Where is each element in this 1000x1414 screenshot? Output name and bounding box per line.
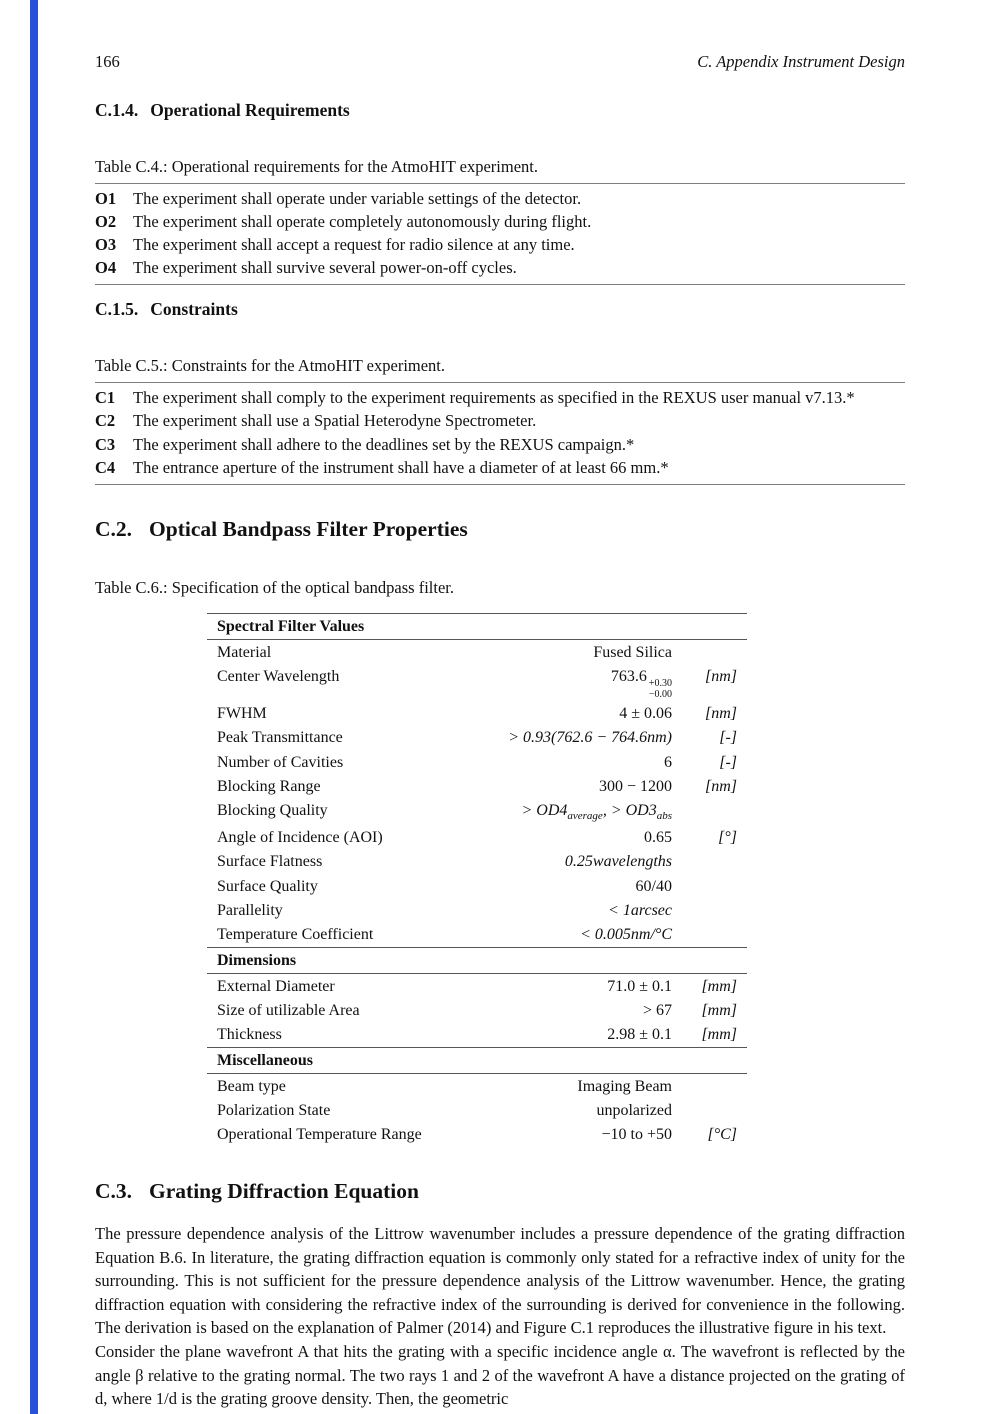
spec-label: External Diameter xyxy=(217,977,335,995)
section-title: Grating Diffraction Equation xyxy=(149,1178,419,1203)
spec-value: 60/40 xyxy=(635,877,672,895)
spec-label: Peak Transmittance xyxy=(217,729,343,747)
table-row xyxy=(207,664,747,701)
spec-unit: [mm] xyxy=(701,977,737,995)
paragraph-2: Consider the plane wavefront A that hits the grating with a specific incidence angle α. The wavefront is reflected by the angle β relative to the grating normal. The two rays 1 and 2 of the wavefront A have a distance projected on the grating of d, where 1/d is the grating groove density. Then, the geometric xyxy=(95,1341,905,1409)
spec-value: 763.6 +0.30 −0.00 xyxy=(610,667,672,700)
spec-unit xyxy=(672,800,737,824)
spec-unit xyxy=(672,1100,737,1121)
requirement-text: The experiment shall operate under variable settings of the detector. xyxy=(133,189,582,208)
table-row xyxy=(207,826,747,850)
section-heading-c15 xyxy=(95,299,905,320)
spec-label: Center Wavelength xyxy=(217,667,340,685)
spec-value: 71.0 ± 0.1 xyxy=(607,977,672,995)
table-row xyxy=(207,974,747,998)
page-number: 166 xyxy=(95,52,120,71)
spec-unit xyxy=(672,642,737,663)
table-c6 xyxy=(207,613,747,1147)
table-row xyxy=(95,433,905,456)
table-row xyxy=(95,187,905,210)
table-row xyxy=(207,1074,747,1098)
spec-value: < 1arcsec xyxy=(608,901,672,919)
table-c5 xyxy=(95,382,905,484)
spec-value: Imaging Beam xyxy=(577,1077,672,1095)
section-number: C.2. xyxy=(95,516,133,541)
table-row xyxy=(207,923,747,947)
spec-value: 6 xyxy=(664,753,672,771)
section-title: Constraints xyxy=(150,299,238,320)
spec-unit: [°C] xyxy=(707,1126,737,1144)
spec-value: 300 − 1200 xyxy=(598,777,672,795)
spec-unit xyxy=(672,851,737,872)
table-row xyxy=(207,1023,747,1047)
table-row xyxy=(207,726,747,750)
table-c6-caption: Table C.6.: Specification of the optical bandpass filter. xyxy=(95,577,454,597)
spec-label: Thickness xyxy=(217,1026,282,1044)
table-row xyxy=(207,898,747,922)
table-row xyxy=(207,998,747,1022)
spec-unit: [-] xyxy=(719,753,737,771)
constraint-id: C4 xyxy=(95,457,116,477)
spec-label: Size of utilizable Area xyxy=(217,1001,360,1019)
spec-unit: [mm] xyxy=(701,1026,737,1044)
left-edge-accent-bar xyxy=(30,0,38,1414)
spec-value: 0.65 xyxy=(644,829,672,847)
section-number: C.1.5. xyxy=(95,299,139,320)
table-row xyxy=(95,233,905,256)
spec-value: > $OD4_{average}$, > $OD3_{abs}$ xyxy=(521,802,672,823)
spec-value: Fused Silica xyxy=(593,643,672,661)
spec-unit: [mm] xyxy=(701,1001,737,1019)
requirement-text: The experiment shall accept a request for radio silence at any time. xyxy=(133,235,575,255)
spec-label: Operational Temperature Range xyxy=(217,1126,422,1144)
constraint-id: C1 xyxy=(95,388,116,408)
constraint-id: C2 xyxy=(95,411,116,431)
requirement-text: The experiment shall survive several power-on-off cycles. xyxy=(133,258,517,278)
table-row xyxy=(95,256,905,279)
spec-label: Temperature Coefficient xyxy=(217,926,374,944)
spec-label: Polarization State xyxy=(217,1101,331,1119)
table-row xyxy=(207,850,747,874)
requirement-text: The experiment shall operate completely autonomously during flight. xyxy=(133,212,592,232)
spec-label: FWHM xyxy=(217,705,267,723)
requirement-id: O2 xyxy=(95,212,117,232)
spec-value: < 0.005nm/°C xyxy=(580,926,672,944)
table-row xyxy=(95,210,905,233)
table-row xyxy=(207,750,747,774)
spec-unit: [°] xyxy=(718,829,737,847)
spec-label: Blocking Range xyxy=(217,777,321,795)
table-c5-caption: Table C.5.: Constraints for the AtmoHIT experiment. xyxy=(95,356,446,376)
page-header xyxy=(95,52,905,72)
spec-value: −10 to +50 xyxy=(601,1126,672,1144)
requirement-id: O4 xyxy=(95,258,117,278)
constraint-text: The experiment shall use a Spatial Heterodyne Spectrometer. xyxy=(133,411,537,431)
spec-label: Beam type xyxy=(217,1077,286,1095)
requirement-id: O1 xyxy=(95,189,117,208)
constraint-id: C3 xyxy=(95,434,116,454)
constraint-text: The entrance aperture of the instrument shall have a diameter of at least 66 mm.* xyxy=(133,457,669,477)
spec-unit xyxy=(672,924,737,945)
spec-unit: [nm] xyxy=(704,705,737,723)
section-heading-c2 xyxy=(95,517,905,542)
table-row xyxy=(95,456,905,479)
constraint-text: The experiment shall adhere to the deadlines set by the REXUS campaign.* xyxy=(133,434,635,454)
section-number: C.3. xyxy=(95,1178,133,1203)
spec-unit: [nm] xyxy=(704,777,737,795)
spec-value: 4 ± 0.06 xyxy=(619,705,672,723)
spec-label: Blocking Quality xyxy=(217,802,328,820)
table-c4-caption: Table C.4.: Operational requirements for the AtmoHIT experiment. xyxy=(95,157,538,176)
spec-value: 2.98 ± 0.1 xyxy=(607,1026,672,1044)
table-row xyxy=(207,1123,747,1147)
document-page xyxy=(95,52,905,1411)
table-row xyxy=(207,1098,747,1122)
spec-group-header: Dimensions xyxy=(207,947,747,974)
spec-value: > 67 xyxy=(642,1001,672,1019)
spec-unit: [-] xyxy=(719,729,737,747)
spec-unit: [nm] xyxy=(704,667,737,685)
constraint-text: The experiment shall comply to the experiment requirements as specified in the REXUS user manual v7.13.* xyxy=(133,388,855,408)
section-title: Operational Requirements xyxy=(150,100,350,120)
spec-label: Angle of Incidence (AOI) xyxy=(217,829,383,847)
spec-value: unpolarized xyxy=(596,1101,672,1119)
table-c4 xyxy=(95,183,905,285)
spec-label: Number of Cavities xyxy=(217,753,344,771)
spec-label: Material xyxy=(217,643,272,661)
spec-label: Surface Flatness xyxy=(217,853,323,871)
table-row xyxy=(207,874,747,898)
paragraph-1: The pressure dependence analysis of the Littrow wavenumber includes a pressure dependence of the grating diffraction Equation B.6. In literature, the grating diffraction equation is commonly only stated for a refractive index of unity for the surrounding. This is not sufficient for the pressure dependence analysis of the Littrow wavenumber. Hence, the grating diffraction equation with considering the refractive index of the surrounding is derived for convenience in the following. The derivation is based on the explanation of Palmer (2014) and Figure C.1 reproduces the illustrative figure in his text. xyxy=(95,1223,905,1338)
section-number: C.1.4. xyxy=(95,100,139,120)
spec-value: > 0.93(762.6 − 764.6nm) xyxy=(508,729,672,747)
spec-unit xyxy=(672,900,737,921)
spec-group-header: Spectral Filter Values xyxy=(207,613,747,640)
spec-unit xyxy=(672,1076,737,1097)
spec-group-header: Miscellaneous xyxy=(207,1047,747,1074)
requirement-id: O3 xyxy=(95,235,117,255)
table-row xyxy=(207,640,747,664)
table-row xyxy=(95,409,905,432)
table-row xyxy=(95,386,905,409)
spec-value: 0.25wavelengths xyxy=(564,853,672,871)
spec-label: Parallelity xyxy=(217,901,283,919)
section-heading-c14 xyxy=(95,100,905,121)
table-row xyxy=(207,702,747,726)
tolerance-supsub: +0.30 −0.00 xyxy=(648,677,672,700)
spec-unit xyxy=(672,876,737,897)
running-title: C. Appendix Instrument Design xyxy=(697,52,905,71)
table-row xyxy=(207,774,747,798)
spec-label: Surface Quality xyxy=(217,877,318,895)
section-title: Optical Bandpass Filter Properties xyxy=(149,516,468,541)
table-row xyxy=(207,799,747,826)
section-heading-c3 xyxy=(95,1179,905,1204)
